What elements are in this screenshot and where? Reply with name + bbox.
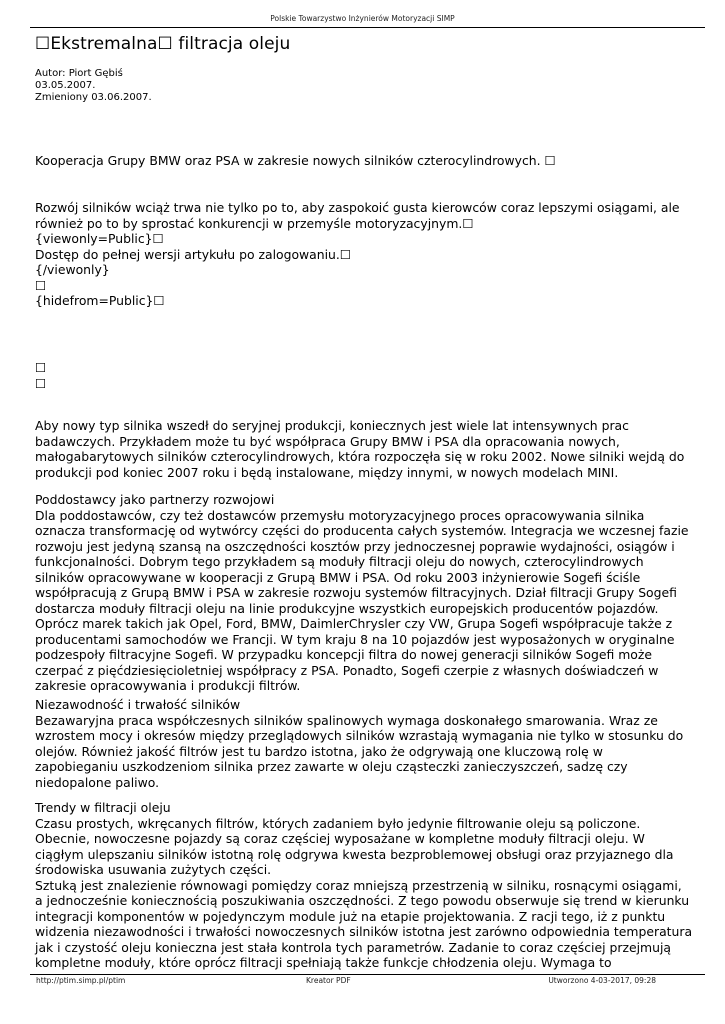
paragraph-2 bbox=[35, 492, 695, 694]
text-line: Rozwój silników wciąż trwa nie tylko po to, aby zaspokoić gusta kierowców coraz lepszymi osiągami, ale bbox=[35, 200, 680, 215]
text-line: integracji komponentów w pojedynczym module już na etapie projektowania. Z racji tego, iż z punktu bbox=[35, 908, 666, 924]
text-line: Sztuką jest znalezienie równowagi pomiędzy coraz mniejszą przestrzenią w silniku, rosnącymi osiągami, bbox=[35, 877, 682, 893]
text-line: {hidefrom=Public}☐ bbox=[35, 293, 165, 308]
text-line: Dla poddostawców, czy też dostawców przemysłu motoryzacyjnego proces opracowywania silnika bbox=[35, 507, 645, 523]
text-line: oznacza transformację od wytwórcy części do producenta całych systemów. Integracja we wczesnej fazie bbox=[35, 523, 689, 538]
author-line: Autor: Piort Gębiś bbox=[35, 68, 123, 79]
text-line: Czasu prostych, wkręcanych filtrów, których zadaniem było jedynie filtrowanie oleju są policzone. bbox=[35, 815, 641, 831]
text-line: a jednocześnie koniecznością poszukiwania oszczędności. Z tego powodu obserwuje się trend w kierunku bbox=[35, 893, 690, 908]
marker-line: ☐ bbox=[35, 360, 47, 375]
intro-lead bbox=[35, 153, 695, 169]
text-line: współpracują z Grupą BMW i PSA w zakresie rozwoju systemów filtracyjnych. Dział filtracji Grupy Sogefi bbox=[35, 585, 677, 600]
text-line: ciągłym ulepszaniu silników istotną rolę odgrywa kwesta bezproblemowej obsługi oraz przyjaznego dla bbox=[35, 846, 674, 862]
text-line: Aby nowy typ silnika wszedł do seryjnej produkcji, koniecznych jest wiele lat intensywnych prac bbox=[35, 418, 629, 433]
text-line: środowiska usuwania zużytych części. bbox=[35, 862, 272, 877]
page-title: ☐Ekstremalna☐ filtracja oleju bbox=[35, 34, 291, 54]
date-line: 03.05.2007. bbox=[35, 80, 96, 92]
footer-url[interactable]: http://ptim.simp.pl/ptim bbox=[36, 976, 126, 985]
lead-line: Kooperacja Grupy BMW oraz PSA w zakresie nowych silników czterocylindrowych. ☐ bbox=[35, 153, 556, 168]
text-line: wzrostem mocy i okresów między przeglądowych silników wzrastają wymagania nie tylko w stosunku do bbox=[35, 728, 684, 743]
section-heading: Poddostawcy jako partnerzy rozwojowi bbox=[35, 492, 275, 507]
text-line: Obecnie, nowoczesne pojazdy są coraz częściej wyposażane w kompletne moduły filtracji oleju. W bbox=[35, 831, 645, 846]
text-line: Dostęp do pełnej wersji artykułu po zalogowaniu.☐ bbox=[35, 246, 351, 262]
text-line: olejów. Również jakość filtrów jest tu bardzo istotna, jako że odgrywają one kluczową rolę w bbox=[35, 743, 603, 759]
text-line: Oprócz marek takich jak Opel, Ford, BMW, DaimlerChrysler czy VW, Grupa Sogefi współpracuje także z bbox=[35, 616, 673, 631]
text-line: widzenia niezawodności i trwałości nowoczesnych silników istotna jest zarówno odpowiednia temperatura bbox=[35, 924, 693, 939]
paragraph-4 bbox=[35, 800, 695, 971]
text-line: rozwoju jest jedyną szansą na oszczędności kosztów przy jednoczesnej poprawie wydajności, osiągów i bbox=[35, 538, 675, 554]
paragraph-3 bbox=[35, 697, 695, 790]
intro-block bbox=[35, 200, 695, 309]
text-line: badawczych. Przykładem może tu być współpraca Grupy BMW i PSA dla opracowania nowych, bbox=[35, 433, 620, 449]
marker-block bbox=[35, 360, 695, 391]
paragraph-1 bbox=[35, 418, 695, 480]
article-meta bbox=[35, 68, 152, 105]
text-line: silników opracowywane w kooperacji z Grupą BMW i PSA. Od roku 2003 inżynierowie Sogefi ściśle bbox=[35, 569, 641, 585]
text-line: dostarcza moduły filtracji oleju na linie produkcyjne wszystkich europejskich producentów pojazdów. bbox=[35, 600, 659, 616]
text-line: małogabarytowych silników czterocylindrowych, która rozpoczęła się w roku 2002. Nowe silniki wejdą do bbox=[35, 449, 685, 464]
text-line: Bezawaryjna praca współczesnych silników spalinowych wymaga doskonałego smarowania. Wraz ze bbox=[35, 712, 658, 728]
footer-rule bbox=[30, 974, 705, 975]
text-line: zapobieganiu uszkodzeniom silnika przez zawarte w oleju cząsteczki zanieczyszczeń, sadzę czy bbox=[35, 759, 628, 774]
text-line: produkcji pod koniec 2007 roku i będą instalowane, między innymi, w nowych modelach MINI. bbox=[35, 464, 619, 480]
section-heading: Niezawodność i trwałość silników bbox=[35, 697, 241, 712]
section-heading: Trendy w filtracji oleju bbox=[35, 800, 171, 815]
text-line: {/viewonly} bbox=[35, 262, 110, 277]
text-line: jak i czystość oleju konieczna jest stała kontrola tych parametrów. Zadanie to coraz częściej przejmują bbox=[35, 939, 671, 955]
modified-line: Zmieniony 03.06.2007. bbox=[35, 92, 152, 104]
text-line: funkcjonalności. Dobrym tego przykładem są moduły filtracji oleju do nowych, czterocylindrowych bbox=[35, 554, 644, 569]
marker-line: ☐ bbox=[35, 375, 47, 391]
text-line: podzespoły filtracyjne Sogefi. W przypadku koncepcji filtra do nowej generacji silników Sogefi może bbox=[35, 647, 652, 662]
header-rule bbox=[30, 27, 705, 28]
text-line: kompletne moduły, które oprócz filtracji spełniają także funkcje chłodzenia oleju. Wymaga to bbox=[35, 955, 612, 970]
text-line: producentami samochodów we Francji. W tym kraju 8 na 10 pojazdów jest wyposażonych w oryginalne bbox=[35, 631, 675, 647]
text-line: {viewonly=Public}☐ bbox=[35, 231, 164, 246]
page-header: Polskie Towarzystwo Inżynierów Motoryzacji SIMP bbox=[270, 14, 455, 23]
footer-created: Utworzono 4-03-2017, 09:28 bbox=[548, 976, 656, 985]
text-line: ☐ bbox=[35, 277, 47, 293]
text-line: niedopalone paliwo. bbox=[35, 774, 160, 790]
footer-generator: Kreator PDF bbox=[306, 976, 351, 985]
text-line: czerpać z pięćdziesięcioletniej współpracy z PSA. Ponadto, Sogefi czerpie z własnych doświadczeń w bbox=[35, 662, 659, 678]
text-line: zakresie opracowywania i produkcji filtrów. bbox=[35, 678, 301, 693]
text-line: również po to by sprostać konkurencji w przemyśle motoryzacyjnym.☐ bbox=[35, 215, 474, 231]
